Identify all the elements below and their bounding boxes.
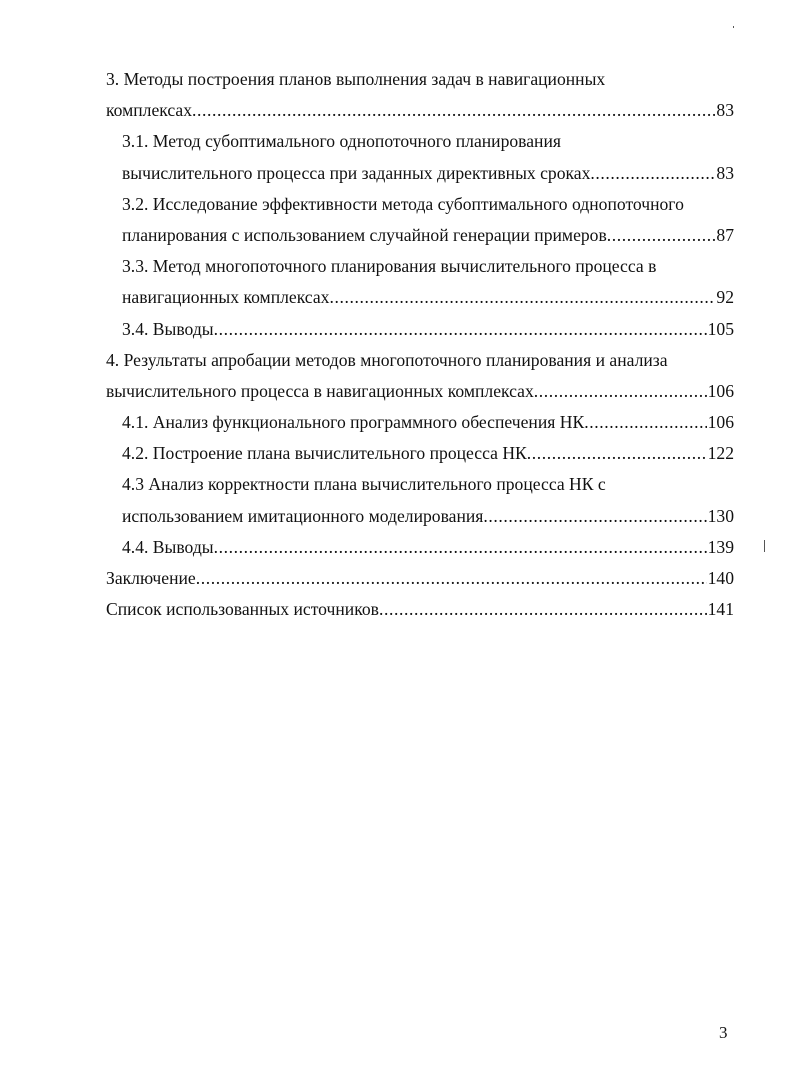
toc-page-number: 140 (707, 568, 734, 588)
toc-entry-text: планирования с использованием случайной генерации примеров (122, 224, 607, 245)
page-number: 3 (719, 1023, 728, 1042)
toc-page-number: 141 (707, 599, 734, 620)
dot-leader (584, 407, 706, 438)
toc-page-number: 83 (716, 100, 734, 121)
dot-leader (590, 158, 715, 189)
toc-entry-text: 3.4. Выводы (122, 318, 214, 339)
toc-page-number: 130 (707, 505, 734, 526)
toc-line (106, 220, 734, 251)
toc-line (106, 345, 734, 376)
toc-page-number: 106 (707, 412, 734, 433)
toc-line (106, 251, 734, 282)
dot-leader (483, 501, 706, 532)
toc-line (106, 563, 734, 594)
toc-entry-text: Список использованных источников (106, 599, 379, 620)
toc-line (106, 594, 734, 625)
dot-leader (527, 438, 707, 469)
dot-leader (607, 220, 716, 251)
toc-page-number: 92 (716, 287, 734, 308)
toc-line (106, 282, 734, 313)
dot-leader (329, 282, 715, 313)
toc-line (106, 314, 734, 345)
toc-line (106, 95, 734, 126)
table-of-contents (106, 64, 734, 625)
dot-leader (214, 532, 707, 563)
toc-line (106, 532, 734, 563)
dot-leader (534, 376, 707, 407)
toc-page-number: 83 (716, 162, 734, 183)
toc-line (106, 376, 734, 407)
toc-entry-text: 3. Методы построения планов выполнения задач в навигационных (106, 69, 606, 89)
toc-line (106, 407, 734, 438)
toc-entry-text: Заключение (106, 568, 196, 588)
dot-leader (196, 563, 707, 594)
toc-entry-text: 4.4. Выводы (122, 536, 214, 557)
toc-entry-text: 4.2. Построение плана вычислительного процесса НК (122, 443, 527, 464)
scan-speck (764, 540, 765, 552)
toc-entry-text: 4.3 Анализ корректности плана вычислительного процесса НК с (122, 474, 606, 495)
toc-entry-text: навигационных комплексах (122, 287, 330, 308)
toc-page-number: 122 (707, 443, 734, 464)
toc-page-number: 105 (707, 318, 734, 339)
toc-entry-text: использованием имитационного моделирования (122, 505, 484, 526)
toc-line (106, 126, 734, 157)
toc-entry-text: 3.1. Метод субоптимального однопоточного планирования (122, 131, 561, 152)
toc-line (106, 438, 734, 469)
toc-entry-text: 4.1. Анализ функционального программного обеспечения НК (122, 412, 585, 433)
toc-entry-text: вычислительного процесса при заданных директивных сроках (122, 162, 591, 183)
toc-line (106, 469, 734, 500)
toc-entry-text: 3.2. Исследование эффективности метода субоптимального однопоточного (122, 193, 684, 214)
toc-page-number: 87 (716, 224, 734, 245)
toc-page-number: 106 (707, 380, 734, 401)
toc-line (106, 64, 734, 95)
toc-entry-text: 4. Результаты апробации методов многопоточного планирования и анализа (106, 349, 668, 370)
dot-leader (192, 95, 715, 126)
toc-line (106, 501, 734, 532)
toc-entry-text: 3.3. Метод многопоточного планирования вычислительного процесса в (122, 256, 657, 277)
dot-leader (214, 314, 707, 345)
toc-line (106, 189, 734, 220)
toc-page-number: 139 (707, 536, 734, 557)
toc-entry-text: вычислительного процесса в навигационных комплексах (106, 380, 534, 401)
scan-speck (733, 26, 734, 28)
toc-line (106, 158, 734, 189)
toc-entry-text: комплексах (106, 100, 192, 121)
dot-leader (379, 594, 707, 625)
